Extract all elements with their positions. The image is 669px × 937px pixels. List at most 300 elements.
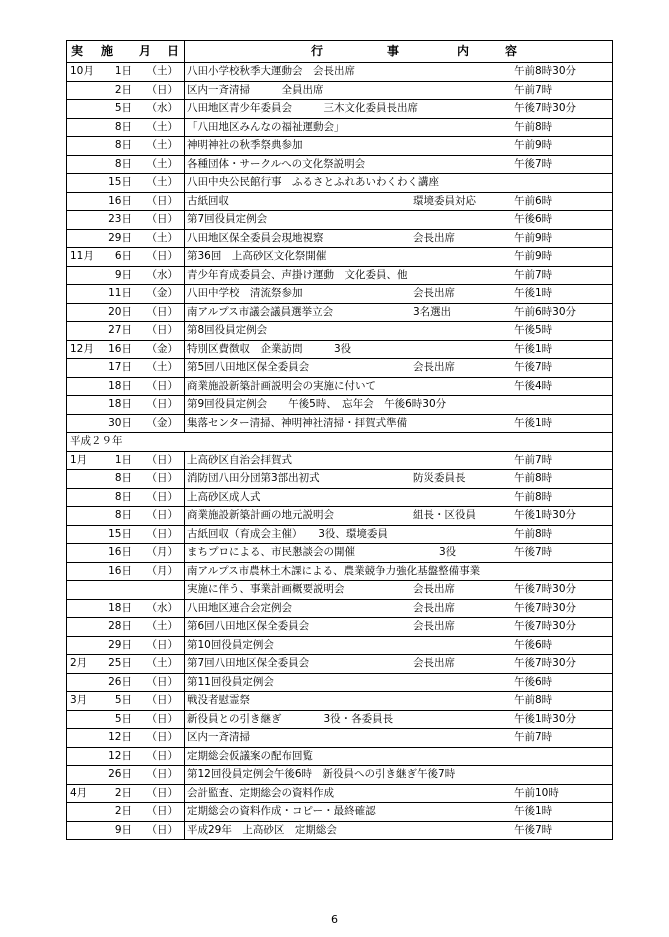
content-cell	[185, 137, 613, 156]
attendee-note: 環境委員対応	[413, 194, 476, 207]
date-cell	[67, 821, 185, 840]
table-row	[67, 396, 613, 415]
weekday-label: （水）	[146, 268, 178, 281]
event-time: 午後6時	[514, 638, 553, 651]
content-cell	[185, 211, 613, 230]
date-cell	[67, 544, 185, 563]
date-cell	[67, 636, 185, 655]
event-text: 戦没者慰霊祭	[187, 694, 250, 707]
header-row	[67, 41, 613, 63]
weekday-label: （日）	[146, 194, 178, 207]
table-row	[67, 155, 613, 174]
event-time: 午前8時	[514, 490, 553, 503]
table-row	[67, 340, 613, 359]
date-cell	[67, 803, 185, 822]
day-label: 5日	[114, 712, 132, 725]
attendee-note: 会長出席	[413, 287, 455, 300]
event-text: 八田小学校秋季大運動会 会長出席	[187, 65, 355, 78]
event-text: 集落センター清掃、神明神社清掃・拝賀式準備	[187, 416, 408, 429]
weekday-label: （土）	[146, 657, 178, 670]
weekday-label: （土）	[146, 65, 178, 78]
header-content-char: 事	[387, 44, 400, 58]
content-cell	[185, 710, 613, 729]
date-cell	[67, 137, 185, 156]
event-text: 第5回八田地区保全委員会	[187, 361, 310, 374]
event-text: 第8回役員定例会	[187, 324, 268, 337]
day-label: 1日	[114, 453, 132, 466]
event-time: 午前10時	[514, 786, 559, 799]
weekday-label: （土）	[146, 361, 178, 374]
month-label: 4月	[70, 786, 88, 799]
content-cell	[185, 155, 613, 174]
day-label: 11日	[108, 287, 132, 300]
attendee-note: 会長出席	[413, 583, 455, 596]
content-cell	[185, 451, 613, 470]
weekday-label: （水）	[146, 601, 178, 614]
content-cell	[185, 192, 613, 211]
table-row	[67, 63, 613, 82]
date-cell	[67, 118, 185, 137]
month-label: 1月	[70, 453, 88, 466]
event-text: 古紙回収（育成会主催） 3役、環境委員	[187, 527, 388, 540]
table-row	[67, 285, 613, 304]
content-cell	[185, 377, 613, 396]
event-time: 午前8時	[514, 472, 553, 485]
weekday-label: （日）	[146, 472, 178, 485]
month-label: 3月	[70, 694, 88, 707]
event-time: 午前9時	[514, 250, 553, 263]
table-row	[67, 303, 613, 322]
event-text: 神明神社の秋季祭典参加	[187, 139, 303, 152]
table-row	[67, 729, 613, 748]
header-content-char: 内	[457, 44, 470, 58]
event-time: 午後7時	[514, 546, 553, 559]
event-time: 午前8時	[514, 694, 553, 707]
weekday-label: （日）	[146, 638, 178, 651]
event-text: 区内一斉清掃	[187, 731, 250, 744]
day-label: 20日	[108, 305, 132, 318]
header-date-char: 実	[71, 44, 84, 58]
date-cell	[67, 100, 185, 119]
day-label: 16日	[108, 194, 132, 207]
content-cell	[185, 414, 613, 433]
content-cell	[185, 562, 613, 581]
day-label: 2日	[114, 786, 132, 799]
weekday-label: （日）	[146, 823, 178, 836]
table-row	[67, 618, 613, 637]
event-text: 古紙回収	[187, 194, 229, 207]
table-row	[67, 562, 613, 581]
date-cell	[67, 488, 185, 507]
weekday-label: （金）	[146, 416, 178, 429]
event-time: 午後5時	[514, 324, 553, 337]
event-time: 午前9時	[514, 231, 553, 244]
month-label: 11月	[70, 250, 94, 263]
table-row	[67, 359, 613, 378]
event-time: 午後7時30分	[514, 657, 577, 670]
content-cell	[185, 655, 613, 674]
event-text: 平成29年 上高砂区 定期総会	[187, 823, 337, 836]
event-text: 第7回八田地区保全委員会	[187, 657, 310, 670]
date-cell	[67, 655, 185, 674]
weekday-label: （日）	[146, 749, 178, 762]
event-time: 午後1時	[514, 416, 553, 429]
day-label: 8日	[114, 120, 132, 133]
attendee-note: 組長・区役員	[413, 509, 476, 522]
content-cell	[185, 729, 613, 748]
month-label: 12月	[70, 342, 94, 355]
event-time: 午後6時	[514, 675, 553, 688]
weekday-label: （土）	[146, 157, 178, 170]
date-cell	[67, 303, 185, 322]
table-row	[67, 766, 613, 785]
event-time: 午前9時	[514, 139, 553, 152]
table-row	[67, 673, 613, 692]
day-label: 18日	[108, 379, 132, 392]
date-cell	[67, 673, 185, 692]
weekday-label: （日）	[146, 786, 178, 799]
event-text: 八田中学校 清流祭参加	[187, 287, 303, 300]
day-label: 18日	[108, 601, 132, 614]
event-text: 実施に伴う、事業計画概要説明会	[187, 583, 345, 596]
content-cell	[185, 285, 613, 304]
table-row	[67, 581, 613, 600]
weekday-label: （土）	[146, 620, 178, 633]
weekday-label: （金）	[146, 287, 178, 300]
content-cell	[185, 581, 613, 600]
event-text: 第10回役員定例会	[187, 638, 274, 651]
header-content-char: 容	[505, 44, 518, 58]
content-cell	[185, 766, 613, 785]
event-time: 午後7時	[514, 823, 553, 836]
day-label: 16日	[108, 546, 132, 559]
day-label: 16日	[108, 342, 132, 355]
event-text: 会計監査、定期総会の資料作成	[187, 786, 334, 799]
event-text: 第12回役員定例会午後6時 新役員への引き継ぎ午後7時	[187, 768, 456, 781]
table-row	[67, 266, 613, 285]
weekday-label: （日）	[146, 490, 178, 503]
day-label: 9日	[114, 823, 132, 836]
day-label: 6日	[114, 250, 132, 263]
weekday-label: （月）	[146, 546, 178, 559]
date-cell	[67, 81, 185, 100]
day-label: 12日	[108, 749, 132, 762]
event-text: 第7回役員定例会	[187, 213, 268, 226]
event-time: 午後1時	[514, 287, 553, 300]
table-row	[67, 451, 613, 470]
date-cell	[67, 248, 185, 267]
event-text: 商業施設新築計画説明会の実施に付いて	[187, 379, 376, 392]
event-text: 「八田地区みんなの福祉運動会」	[187, 120, 345, 133]
year-label: 平成２９年	[67, 433, 613, 452]
table-row	[67, 784, 613, 803]
content-cell	[185, 636, 613, 655]
day-label: 15日	[108, 527, 132, 540]
content-cell	[185, 784, 613, 803]
content-cell	[185, 118, 613, 137]
page-number: 6	[331, 913, 338, 926]
weekday-label: （日）	[146, 675, 178, 688]
year-row	[67, 433, 613, 452]
event-text: 八田地区青少年委員会 三木文化委員長出席	[187, 102, 418, 115]
content-cell	[185, 618, 613, 637]
table-row	[67, 636, 613, 655]
weekday-label: （日）	[146, 768, 178, 781]
content-cell	[185, 470, 613, 489]
table-row	[67, 747, 613, 766]
weekday-label: （日）	[146, 398, 178, 411]
content-cell	[185, 692, 613, 711]
event-time: 午後1時	[514, 805, 553, 818]
event-text: まちプロによる、市民懇談会の開催 3役	[187, 546, 457, 559]
table-row	[67, 81, 613, 100]
date-cell	[67, 507, 185, 526]
day-label: 17日	[108, 361, 132, 374]
day-label: 12日	[108, 731, 132, 744]
event-text: 青少年育成委員会、声掛け運動 文化委員、他	[187, 268, 408, 281]
event-time: 午前7時	[514, 268, 553, 281]
event-text: 南アルプス市農林土木課による、農業競争力強化基盤整備事業	[187, 564, 481, 577]
month-label: 10月	[70, 65, 94, 78]
weekday-label: （日）	[146, 527, 178, 540]
weekday-label: （日）	[146, 731, 178, 744]
weekday-label: （水）	[146, 102, 178, 115]
content-cell	[185, 322, 613, 341]
weekday-label: （日）	[146, 805, 178, 818]
date-cell	[67, 470, 185, 489]
weekday-label: （日）	[146, 324, 178, 337]
date-cell	[67, 229, 185, 248]
content-cell	[185, 248, 613, 267]
attendee-note: 会長出席	[413, 657, 455, 670]
date-cell	[67, 285, 185, 304]
weekday-label: （土）	[146, 231, 178, 244]
event-time: 午後1時	[514, 342, 553, 355]
table-row	[67, 100, 613, 119]
content-cell	[185, 488, 613, 507]
attendee-note: 3名選出	[413, 305, 452, 318]
content-cell	[185, 359, 613, 378]
date-cell	[67, 322, 185, 341]
weekday-label: （日）	[146, 509, 178, 522]
event-time: 午後7時30分	[514, 601, 577, 614]
content-cell	[185, 266, 613, 285]
day-label: 2日	[114, 83, 132, 96]
event-time: 午前8時	[514, 120, 553, 133]
date-cell	[67, 266, 185, 285]
date-cell	[67, 784, 185, 803]
date-cell	[67, 192, 185, 211]
content-cell	[185, 229, 613, 248]
table-row	[67, 488, 613, 507]
attendee-note: 会長出席	[413, 601, 455, 614]
table-row	[67, 507, 613, 526]
header-content-cell	[185, 41, 613, 63]
table-row	[67, 803, 613, 822]
date-cell	[67, 174, 185, 193]
content-cell	[185, 544, 613, 563]
day-label: 26日	[108, 768, 132, 781]
table-row	[67, 248, 613, 267]
date-cell	[67, 766, 185, 785]
table-row	[67, 174, 613, 193]
content-cell	[185, 507, 613, 526]
event-text: 八田地区連合会定例会	[187, 601, 292, 614]
date-cell	[67, 562, 185, 581]
weekday-label: （日）	[146, 712, 178, 725]
content-cell	[185, 525, 613, 544]
content-cell	[185, 803, 613, 822]
day-label: 8日	[114, 472, 132, 485]
weekday-label: （土）	[146, 176, 178, 189]
weekday-label: （日）	[146, 379, 178, 392]
event-time: 午後4時	[514, 379, 553, 392]
event-time: 午後7時	[514, 361, 553, 374]
content-cell	[185, 673, 613, 692]
date-cell	[67, 710, 185, 729]
event-time: 午後6時	[514, 213, 553, 226]
content-cell	[185, 303, 613, 322]
month-label: 2月	[70, 657, 88, 670]
event-time: 午前6時30分	[514, 305, 577, 318]
event-time: 午前7時	[514, 453, 553, 466]
event-text: 第9回役員定例会 午後5時、 忘年会 午後6時30分	[187, 398, 447, 411]
date-cell	[67, 599, 185, 618]
date-cell	[67, 396, 185, 415]
event-text: 消防団八田分団第3部出初式	[187, 472, 320, 485]
event-time: 午後7時30分	[514, 102, 577, 115]
event-text: 定期総会の資料作成・コピー・最終確認	[187, 805, 376, 818]
date-cell	[67, 692, 185, 711]
table-row	[67, 211, 613, 230]
content-cell	[185, 396, 613, 415]
weekday-label: （日）	[146, 213, 178, 226]
day-label: 27日	[108, 324, 132, 337]
event-text: 南アルプス市議会議員選挙立会	[187, 305, 334, 318]
event-time: 午後7時	[514, 157, 553, 170]
date-cell	[67, 340, 185, 359]
day-label: 16日	[108, 564, 132, 577]
day-label: 30日	[108, 416, 132, 429]
weekday-label: （日）	[146, 250, 178, 263]
event-time: 午前6時	[514, 194, 553, 207]
day-label: 8日	[114, 490, 132, 503]
schedule-table	[66, 40, 613, 840]
table-row	[67, 525, 613, 544]
weekday-label: （土）	[146, 139, 178, 152]
day-label: 26日	[108, 675, 132, 688]
content-cell	[185, 100, 613, 119]
header-date-char: 月	[139, 44, 152, 58]
attendee-note: 会長出席	[413, 361, 455, 374]
weekday-label: （金）	[146, 342, 178, 355]
date-cell	[67, 155, 185, 174]
weekday-label: （月）	[146, 564, 178, 577]
date-cell	[67, 211, 185, 230]
content-cell	[185, 63, 613, 82]
event-time: 午前7時	[514, 83, 553, 96]
event-time: 午後7時30分	[514, 620, 577, 633]
content-cell	[185, 747, 613, 766]
event-text: 第36回 上高砂区文化祭開催	[187, 250, 327, 263]
event-text: 上高砂区自治会拝賀式	[187, 453, 292, 466]
day-label: 5日	[114, 694, 132, 707]
attendee-note: 会長出席	[413, 231, 455, 244]
table-row	[67, 655, 613, 674]
table-row	[67, 118, 613, 137]
date-cell	[67, 729, 185, 748]
weekday-label: （土）	[146, 120, 178, 133]
date-cell	[67, 581, 185, 600]
day-label: 15日	[108, 176, 132, 189]
content-cell	[185, 599, 613, 618]
event-text: 八田中央公民館行事 ふるさとふれあいわくわく講座	[187, 176, 439, 189]
event-text: 第11回役員定例会	[187, 675, 274, 688]
day-label: 8日	[114, 157, 132, 170]
table-row	[67, 710, 613, 729]
day-label: 2日	[114, 805, 132, 818]
day-label: 23日	[108, 213, 132, 226]
day-label: 29日	[108, 638, 132, 651]
table-row	[67, 414, 613, 433]
event-time: 午前7時	[514, 731, 553, 744]
event-text: 八田地区保全委員会現地視察	[187, 231, 324, 244]
table-row	[67, 192, 613, 211]
content-cell	[185, 340, 613, 359]
table-row	[67, 229, 613, 248]
header-content-char: 行	[311, 44, 324, 58]
date-cell	[67, 747, 185, 766]
weekday-label: （日）	[146, 694, 178, 707]
table-row	[67, 692, 613, 711]
day-label: 25日	[108, 657, 132, 670]
day-label: 9日	[114, 268, 132, 281]
event-time: 午前8時30分	[514, 65, 577, 78]
weekday-label: （日）	[146, 83, 178, 96]
table-row	[67, 470, 613, 489]
event-text: 商業施設新築計画の地元説明会	[187, 509, 334, 522]
table-row	[67, 544, 613, 563]
header-date-cell	[67, 41, 185, 63]
event-time: 午後1時30分	[514, 509, 577, 522]
event-text: 各種団体・サークルへの文化祭説明会	[187, 157, 366, 170]
event-time: 午後7時30分	[514, 583, 577, 596]
event-text: 定期総会仮議案の配布回覧	[187, 749, 313, 762]
day-label: 8日	[114, 139, 132, 152]
table-row	[67, 137, 613, 156]
day-label: 5日	[114, 102, 132, 115]
day-label: 8日	[114, 509, 132, 522]
date-cell	[67, 359, 185, 378]
content-cell	[185, 821, 613, 840]
header-date-char: 施	[101, 44, 114, 58]
attendee-note: 会長出席	[413, 620, 455, 633]
date-cell	[67, 377, 185, 396]
date-cell	[67, 451, 185, 470]
table-row	[67, 377, 613, 396]
table-row	[67, 599, 613, 618]
day-label: 29日	[108, 231, 132, 244]
event-text: 上高砂区成人式	[187, 490, 261, 503]
header-date-char: 日	[167, 44, 180, 58]
day-label: 1日	[114, 65, 132, 78]
content-cell	[185, 81, 613, 100]
event-time: 午後1時30分	[514, 712, 577, 725]
date-cell	[67, 414, 185, 433]
event-text: 区内一斉清掃 全員出席	[187, 83, 324, 96]
table-row	[67, 821, 613, 840]
date-cell	[67, 63, 185, 82]
